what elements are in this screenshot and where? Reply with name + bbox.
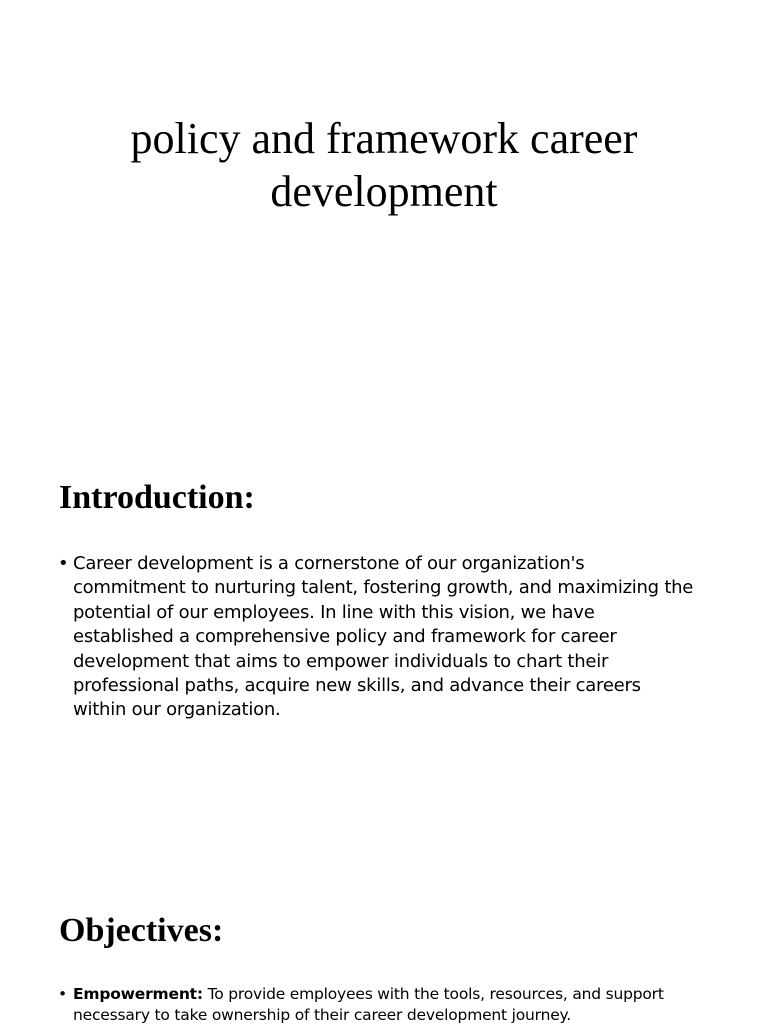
page-title: policy and framework career development	[130, 114, 638, 216]
objectives-heading: Objectives:	[59, 912, 224, 949]
bullet-icon: •	[58, 553, 69, 574]
objectives-list	[58, 984, 698, 1024]
bullet-icon: •	[58, 985, 67, 1003]
objective-term: Empowerment:	[73, 985, 203, 1003]
introduction-list	[58, 552, 698, 723]
list-item	[58, 552, 698, 723]
list-item	[58, 984, 698, 1024]
introduction-paragraph: Career development is a cornerstone of our organization's commitment to nurturing talent, fostering growth, and maximizing the potential of our employees. In line with this vision, we have established a comprehensive policy and framework for career development that aims to empower individuals to chart their professional paths, acquire new skills, and advance their careers within our organization.	[73, 553, 694, 721]
objective-description: To provide employees with the tools, resources, and support necessary to take ownership of their career development journey.	[73, 985, 664, 1024]
introduction-heading: Introduction:	[59, 479, 255, 516]
